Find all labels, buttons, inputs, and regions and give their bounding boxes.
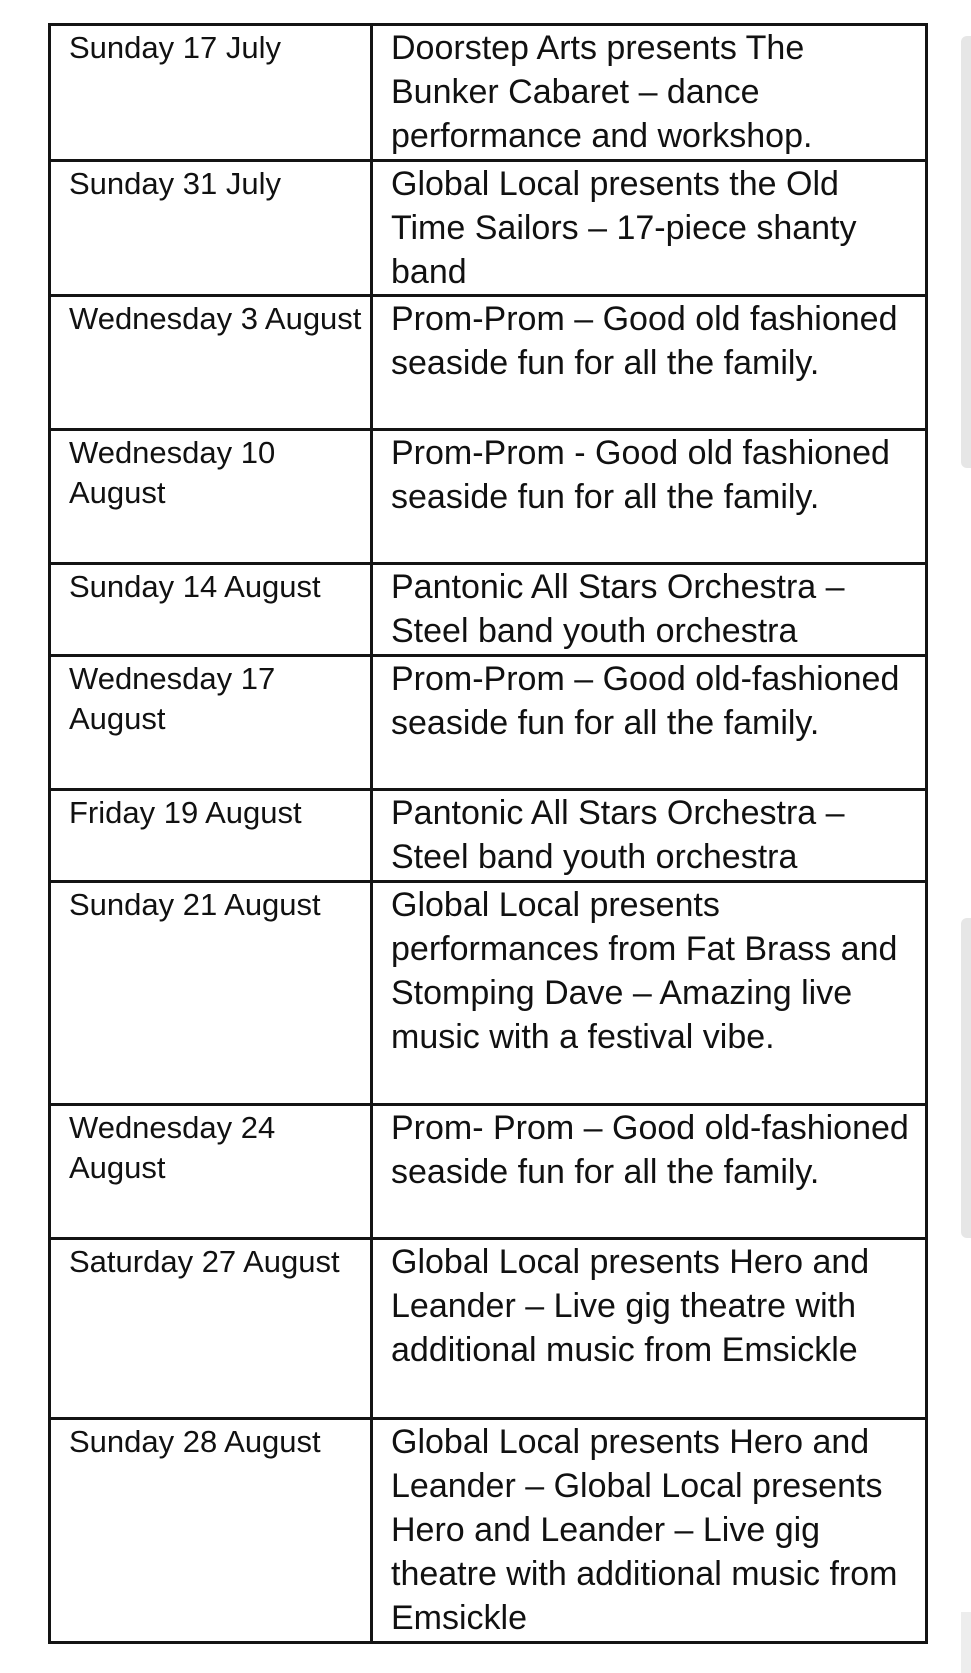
event-description-cell: Global Local presents Hero and Leander – Live gig theatre with additional music from Emsickle (372, 1239, 927, 1419)
scrollbar-handle[interactable] (961, 1612, 971, 1673)
event-description-cell: Doorstep Arts presents The Bunker Cabaret – dance performance and workshop. (372, 25, 927, 161)
event-date-cell: Wednesday 3 August (50, 296, 372, 430)
event-description-cell: Global Local presents Hero and Leander – Global Local presents Hero and Leander – Live gig theatre with additional music from Emsickle (372, 1419, 927, 1643)
table-row (50, 25, 927, 161)
event-date-cell: Sunday 21 August (50, 882, 372, 1105)
event-description-cell: Global Local presents the Old Time Sailors – 17-piece shanty band (372, 161, 927, 296)
scrollbar-handle[interactable] (961, 36, 971, 468)
table-row (50, 1105, 927, 1239)
table-row (50, 564, 927, 656)
event-date-cell: Sunday 28 August (50, 1419, 372, 1643)
event-date-cell: Sunday 31 July (50, 161, 372, 296)
table-row (50, 1239, 927, 1419)
event-description-cell: Prom-Prom - Good old fashioned seaside fun for all the family. (372, 430, 927, 564)
table-row (50, 882, 927, 1105)
event-date-cell: Wednesday 24 August (50, 1105, 372, 1239)
event-description-cell: Pantonic All Stars Orchestra – Steel band youth orchestra (372, 564, 927, 656)
event-description-cell: Global Local presents performances from Fat Brass and Stomping Dave – Amazing live music with a festival vibe. (372, 882, 927, 1105)
table-row (50, 296, 927, 430)
event-date-cell: Saturday 27 August (50, 1239, 372, 1419)
event-date-cell: Sunday 14 August (50, 564, 372, 656)
event-date-cell: Wednesday 10 August (50, 430, 372, 564)
table-row (50, 1419, 927, 1643)
table-row (50, 430, 927, 564)
event-date-cell: Wednesday 17 August (50, 656, 372, 790)
event-date-cell: Sunday 17 July (50, 25, 372, 161)
table-row (50, 656, 927, 790)
event-description-cell: Prom- Prom – Good old-fashioned seaside fun for all the family. (372, 1105, 927, 1239)
event-description-cell: Prom-Prom – Good old-fashioned seaside fun for all the family. (372, 656, 927, 790)
table-row (50, 790, 927, 882)
table-row (50, 161, 927, 296)
event-description-cell: Pantonic All Stars Orchestra – Steel band youth orchestra (372, 790, 927, 882)
event-description-cell: Prom-Prom – Good old fashioned seaside fun for all the family. (372, 296, 927, 430)
event-date-cell: Friday 19 August (50, 790, 372, 882)
scrollbar-handle[interactable] (961, 918, 971, 1238)
event-schedule-table (48, 23, 928, 1644)
